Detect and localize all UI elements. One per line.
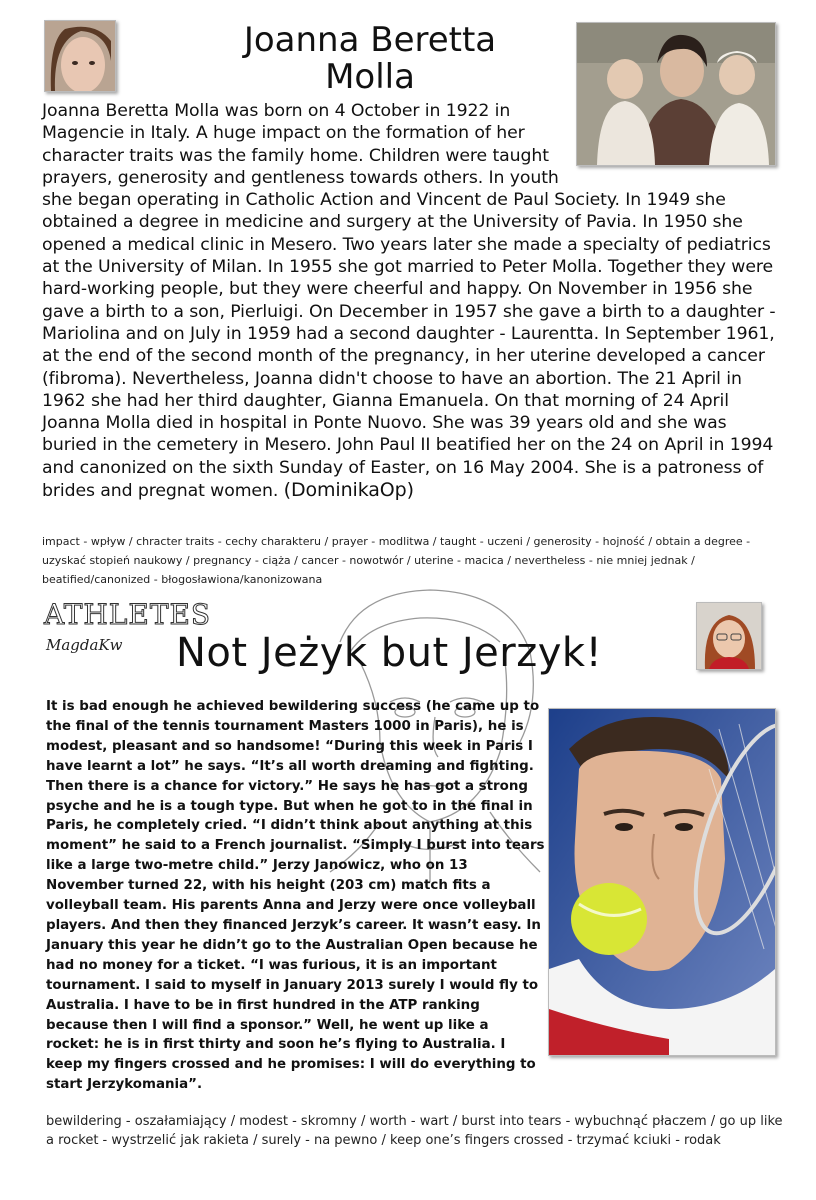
section-author-magdakw: MagdaKw — [46, 636, 123, 654]
biography-author: (DominikaOp) — [283, 479, 414, 502]
article-title-line1: Joanna Beretta — [243, 20, 497, 60]
article-title-line2: Molla — [325, 57, 415, 97]
biography-body: Joanna Beretta Molla was born on 4 October in 1922 in Magencie in Italy. A huge impact on the formation of her character traits was the family home. Children were taught prayers, generosity and gentleness towards others. In youth she began operating in Catholic Action and Vincent de Paul Society. In 1949 she obtained a degree in medicine and surgery at the University of Pavia. In 1950 she opened a medical clinic in Mesero. Two years later she made a specialty of pediatrics at the University of Milan. In 1955 she got married to Peter Molla. Together they were hard-working people, but they were cheerful and happy. On November in 1956 she gave a birth to a son, Pierluigi. On December in 1957 she gave a birth to a daughter - Mariolina and on July in 1959 had a second daughter - Laurentta. In September 1961, at the end of the second month of the pregnancy, in her uterine developed a cancer (fibroma). Nevertheless, Joanna didn't choose to have an abortion. The 21 April in 1962 she had her third daughter, Gianna Emanuela. On that morning of 24 April Joanna Molla died in hospital in Ponte Nuovo. She was 39 years old and she was buried in the cemetery in Mesero. John Paul II beatified her on the 24 on April in 1994 and canonized on the sixth Sunday of Easter, on 16 May 2004. She is a patroness of brides and pregnat women. — [42, 101, 776, 502]
author-photo-dominika — [44, 20, 116, 92]
article-title-jerzyk: Not Jeżyk but Jerzyk! — [176, 630, 603, 676]
photo-tennis-player — [548, 708, 776, 1056]
biography-text — [42, 100, 776, 502]
vocabulary-list-2: bewildering - oszałamiający / modest - skromny / worth - wart / burst into tears - wybuchnąć płaczem / go up like a rocket - wystrzelić jak rakieta / surely - na pewno / keep one’s fingers crossed - trzymać kciuki - rodak — [46, 1114, 783, 1148]
photo-spacer — [566, 100, 776, 168]
article-title-joanna — [200, 22, 540, 96]
section-label-athletes: ATHLETES — [44, 598, 212, 631]
vocabulary-list-1: impact - wpływ / chracter traits - cechy charakteru / prayer - modlitwa / taught - uczeni / generosity - hojność / obtain a degree - uzyskać stopień naukowy / pregnancy - ciąża / cancer - nowotwór / uterine - macica / nevertheless - nie mniej jednak / beatified/canonized - błogosławiona/kanonizowana — [42, 535, 751, 586]
author-photo-magda — [696, 602, 762, 670]
article-text-jerzyk: It is bad enough he achieved bewildering success (he came up to the final of the tennis tournament Masters 1000 in Paris), he is modest, pleasant and so handsome! “During this week in Paris I have learnt a lot” he says. “It’s all worth dreaming and fighting. Then there is a chance for victory.” He says he has got a strong psyche and he is a tough type. But when he got to in the final in Paris, he completely cried. “I didn’t think about anything at this moment” he said to a French journalist. “Simply I burst into tears like a large two-metre child.” Jerzy Janowicz, who on 13 November turned 22, with his height (203 cm) match fits a volleyball team. His parents Anna and Jerzy were once volleyball players. And then they financed Jerzyk’s career. It wasn’t easy. In January this year he didn’t go to the Australian Open because he had no money for a ticket. “I was furious, it is an important tournament. I said to myself in January 2013 surely I would fly to Australia. I have to be in first hundred in the ATP ranking because then I will find a sponsor.” Well, he went up like a rocket: he is in first thirty and soon he’s flying to Australia. I keep my fingers crossed and he promises: I will do everything to start Jerzykomania”. — [46, 699, 545, 1093]
